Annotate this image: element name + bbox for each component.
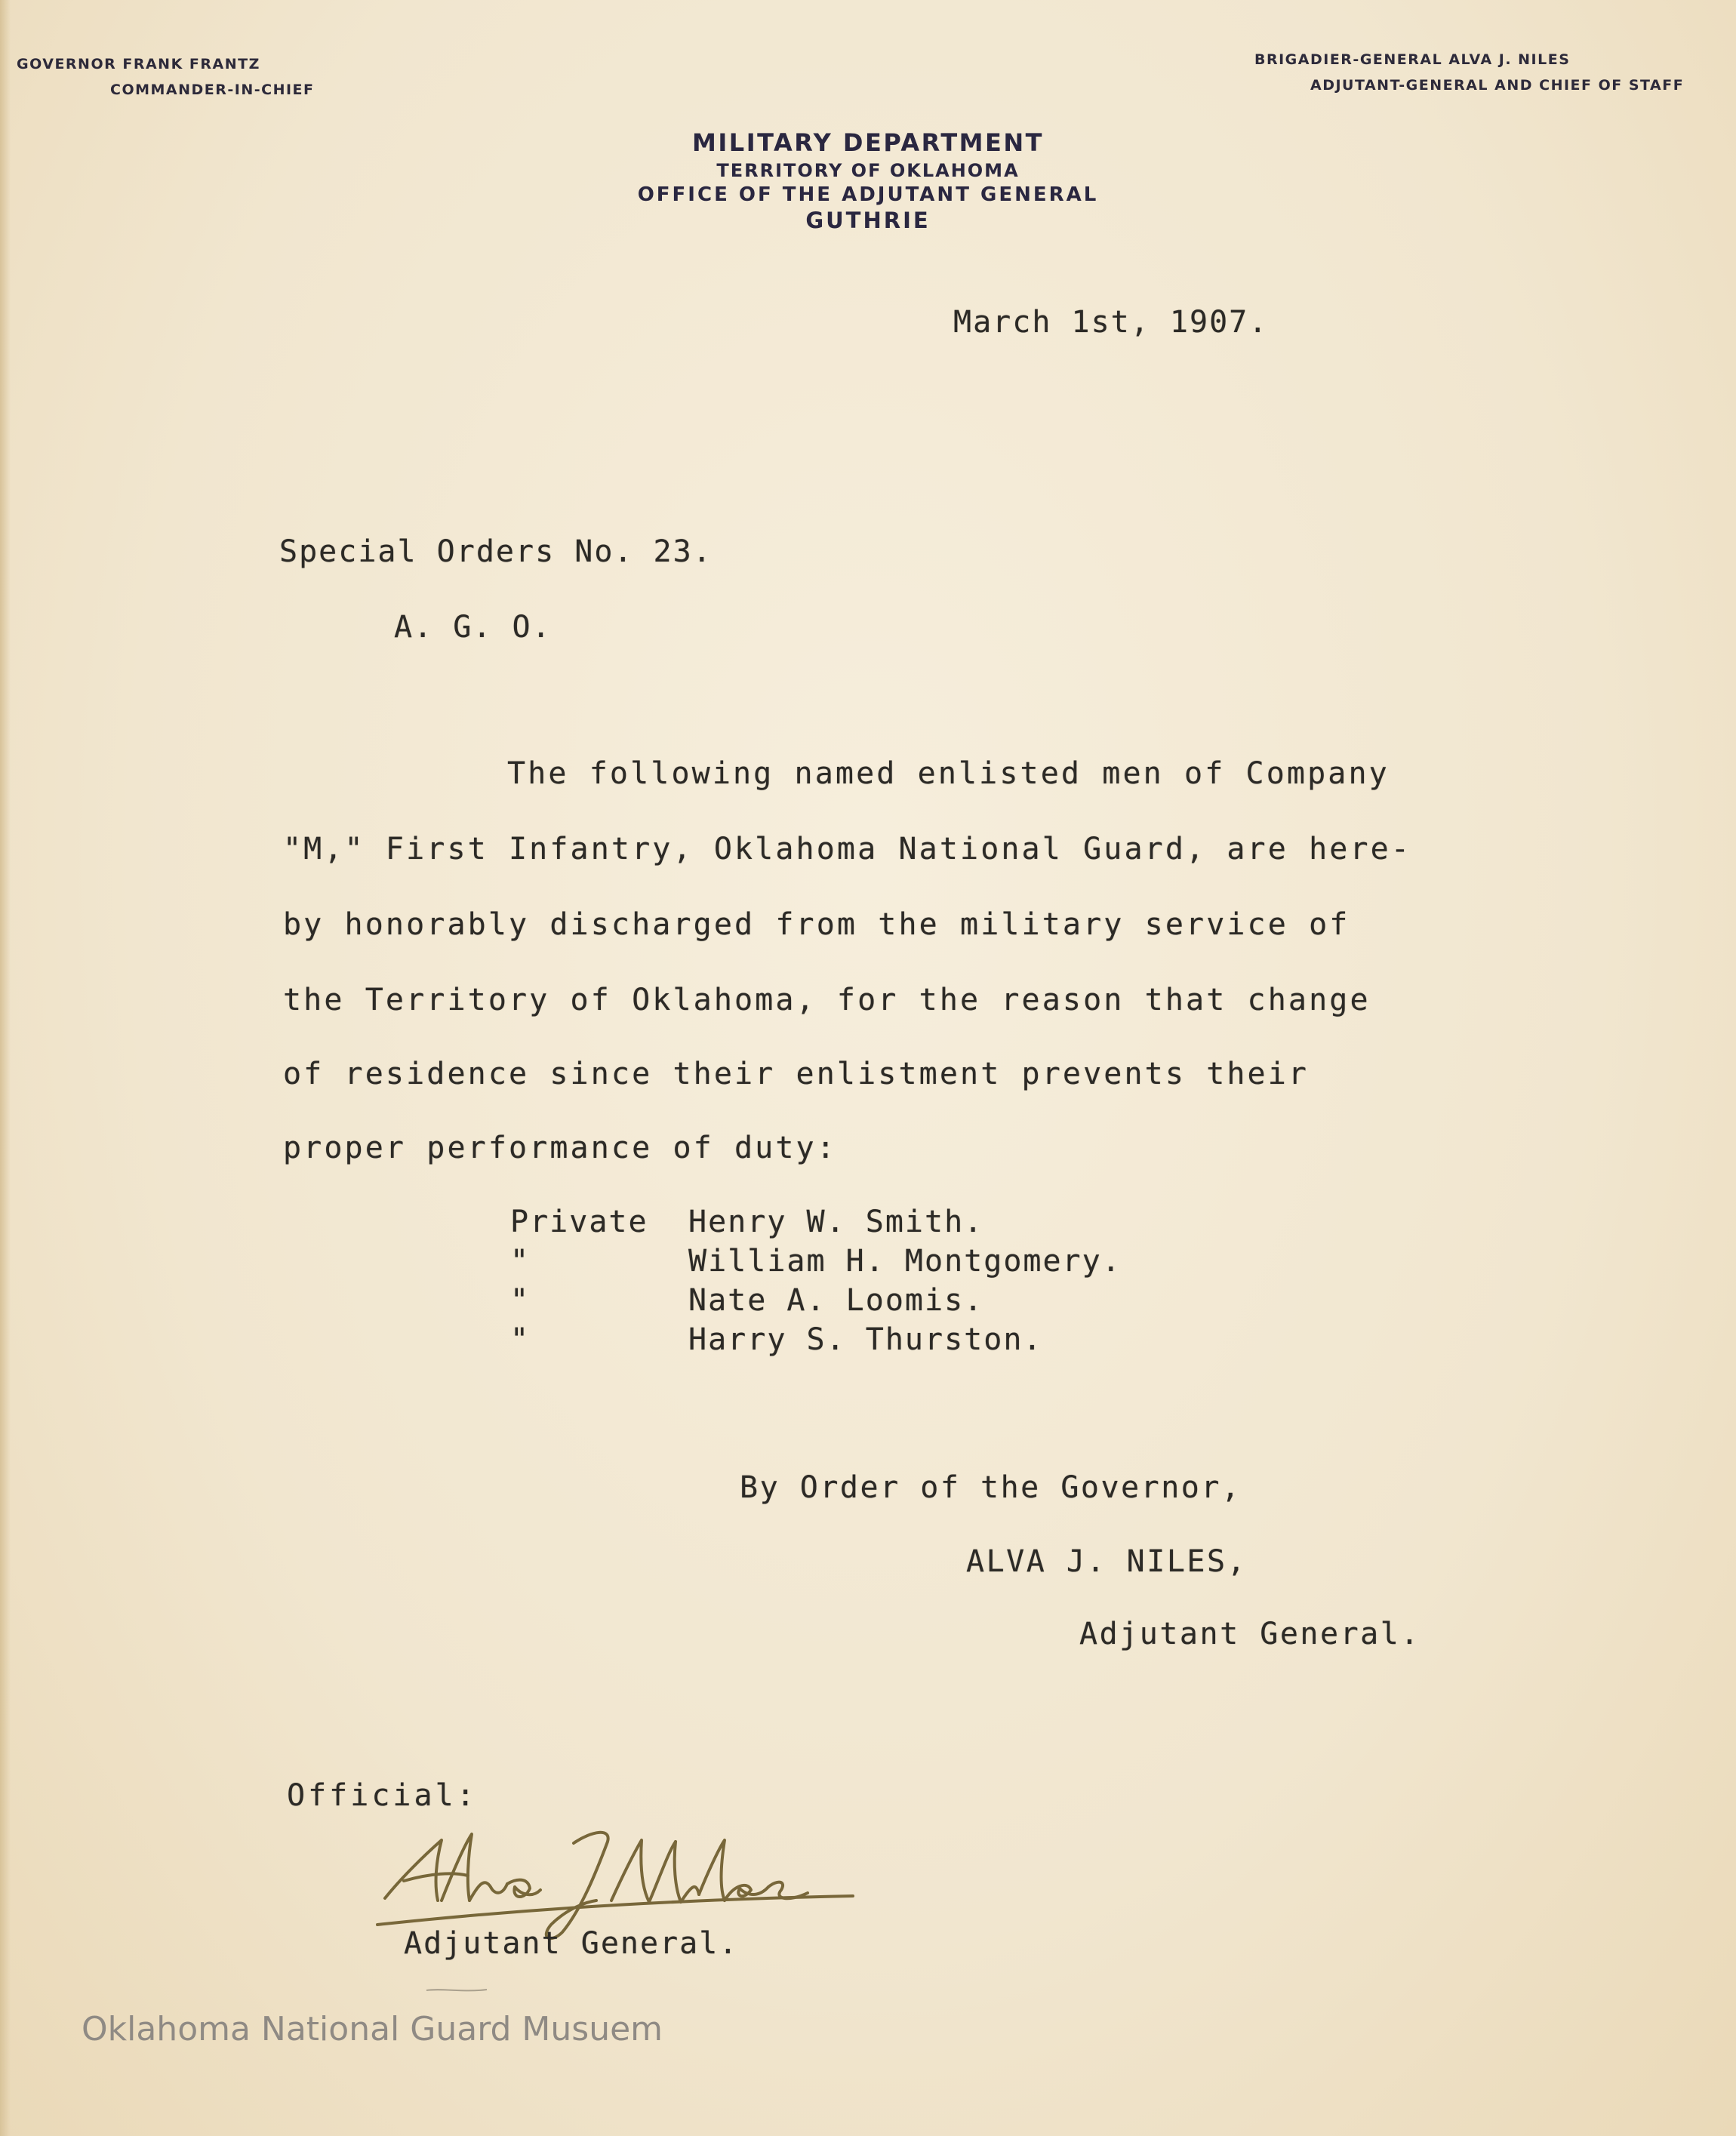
closing-title: Adjutant General. (1079, 1617, 1421, 1651)
body-line: of residence since their enlistment prevents their (283, 1057, 1310, 1091)
official-label: Official: (287, 1778, 478, 1813)
paper-edge (0, 0, 11, 2136)
document-date: March 1st, 1907. (953, 305, 1269, 340)
ink-smudge (423, 1987, 491, 1994)
letterhead-adjutant: ADJUTANT-GENERAL AND CHIEF OF STAFF (1310, 77, 1685, 94)
body-line: The following named enlisted men of Company (507, 756, 1390, 791)
body-line: proper performance of duty: (283, 1131, 837, 1165)
body-line: "M," First Infantry, Oklahoma National Guard, are here- (283, 832, 1412, 866)
letterhead-dept: MILITARY DEPARTMENT (692, 128, 1044, 157)
letterhead-territory: TERRITORY OF OKLAHOMA (716, 160, 1020, 181)
letterhead-governor: GOVERNOR FRANK FRANTZ (17, 56, 260, 72)
orders-title: Special Orders No. 23. (279, 534, 713, 569)
letterhead-brigadier: BRIGADIER-GENERAL ALVA J. NILES (1254, 51, 1571, 68)
soldier-name: William H. Montgomery. (688, 1244, 1122, 1279)
body-line: by honorably discharged from the military service of (283, 907, 1350, 942)
closing-by-order: By Order of the Governor, (740, 1470, 1242, 1505)
rank-label: Private (510, 1205, 648, 1239)
closing-signer: ALVA J. NILES, (966, 1544, 1248, 1579)
soldier-name: Harry S. Thurston. (688, 1322, 1043, 1357)
letterhead-office: OFFICE OF THE ADJUTANT GENERAL (637, 183, 1099, 206)
letterhead-city: GUTHRIE (805, 208, 931, 233)
museum-watermark: Oklahoma National Guard Musuem (82, 2010, 663, 2048)
ditto-mark: " (510, 1244, 531, 1279)
soldier-name: Nate A. Loomis. (688, 1283, 984, 1318)
official-title: Adjutant General. (404, 1926, 739, 1961)
orders-code: A. G. O. (394, 610, 552, 645)
letterhead-commander: COMMANDER-IN-CHIEF (110, 82, 315, 98)
soldier-name: Henry W. Smith. (688, 1205, 984, 1239)
ditto-mark: " (510, 1322, 531, 1357)
ditto-mark: " (510, 1283, 531, 1318)
body-line: the Territory of Oklahoma, for the reason that change (283, 983, 1371, 1017)
